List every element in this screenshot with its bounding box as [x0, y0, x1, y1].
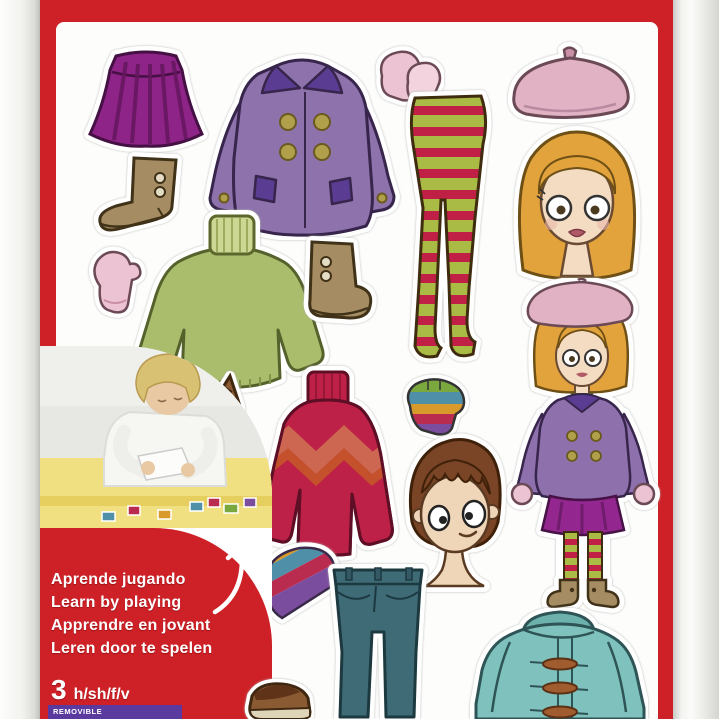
brown-boot-right-sticker	[298, 232, 378, 332]
background-right-strip	[673, 0, 719, 719]
background-left-strip	[0, 0, 40, 719]
sheet-count	[51, 674, 130, 706]
slogan-lines	[51, 568, 212, 660]
removable-badge: REMOVIBLE	[48, 705, 182, 719]
slogan-line-fr: Apprendre en jovant	[51, 617, 211, 634]
purple-skirt-sticker	[76, 40, 216, 158]
promo-panel	[40, 346, 272, 719]
up-arrow-icon	[203, 534, 267, 618]
slogan-line-en: Learn by playing	[51, 594, 182, 611]
striped-tights-sticker	[383, 88, 505, 366]
dressed-girl-doll-sticker	[498, 278, 668, 618]
pink-beret-sticker	[498, 38, 643, 130]
blonde-girl-head-sticker	[503, 118, 651, 286]
promo-red-box	[40, 528, 272, 719]
slogan-line-es: Aprende jugando	[51, 571, 186, 588]
brown-shoe-corner-sticker	[240, 678, 314, 719]
child-playing-photo	[40, 346, 272, 528]
teal-duffle-coat-sticker	[468, 608, 648, 719]
blue-jeans-sticker	[314, 562, 442, 719]
sheet-count-number: 3	[51, 674, 67, 705]
slogan-line-nl: Leren door te spelen	[51, 640, 213, 657]
sheet-count-units: h/sh/f/v	[73, 686, 130, 703]
